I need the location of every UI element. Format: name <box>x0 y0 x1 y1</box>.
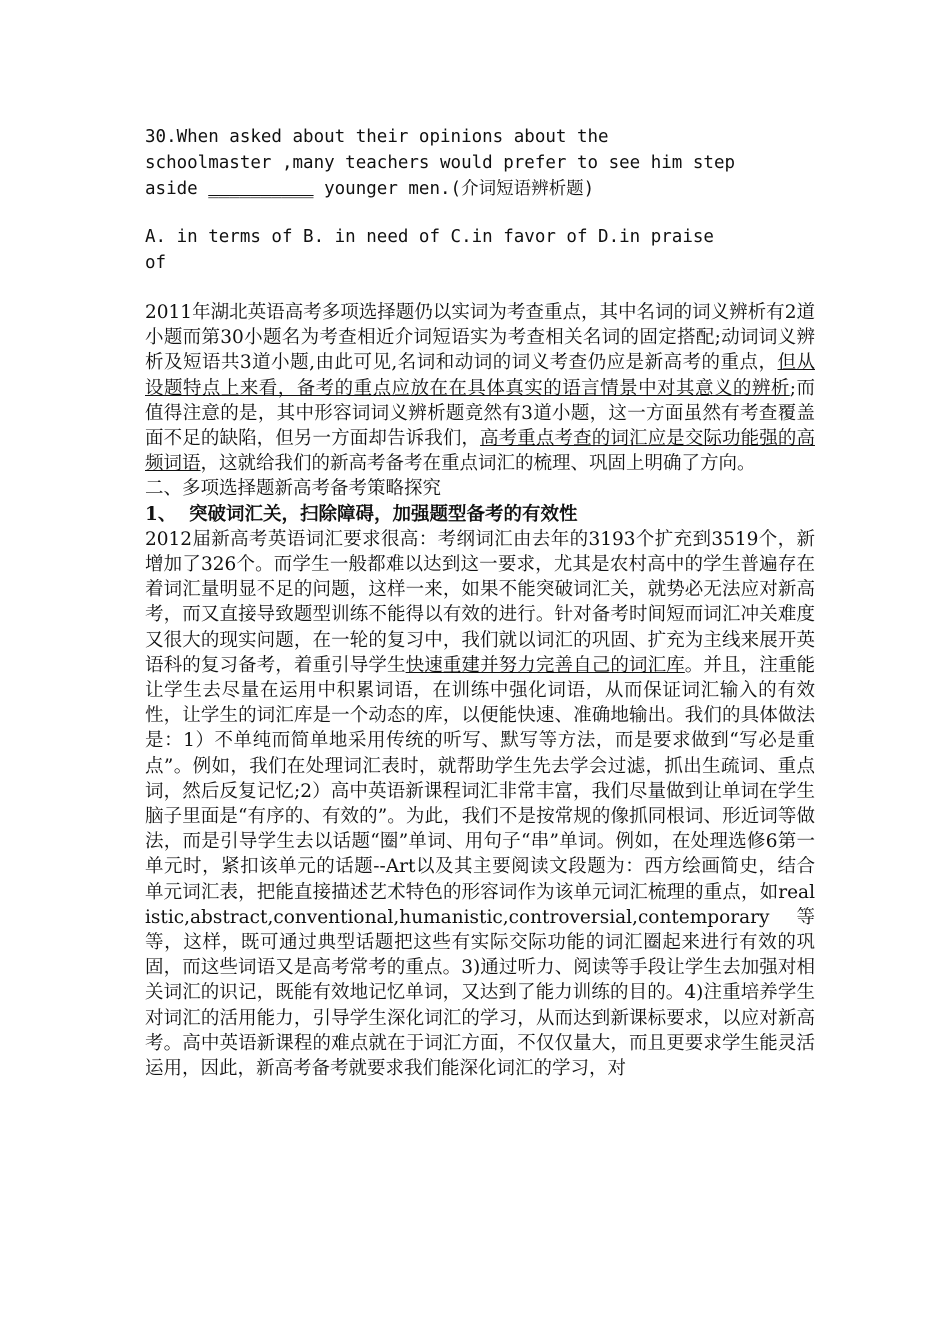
subsection-number: 1、 <box>145 503 177 525</box>
question-line <box>145 176 815 202</box>
subsection-heading <box>145 502 815 527</box>
underlined-text: 快速重建并努力完善自己的词汇库 <box>405 654 685 676</box>
question-text: younger men.(介词短语辨析题) <box>313 179 595 199</box>
question-block <box>145 124 815 276</box>
underlined-text: 但从设题特点上来看，备考的重点应放在在具体真实的语言情景中对其意义的辨析 <box>145 352 815 399</box>
paragraph-text: 。并且，注重能让学生去尽量在运用中积累词语，在训练中强化词语，从而保证词汇输入的有效性，让学生的词汇库是一个动态的库，以便能快速、准确地输出。我们的具体做法是：1）不单纯而简单地采用传统的听写、默写等方法，而是要求做到“写必是重点”。例如，我们在处理词汇表时，就帮助学生先去学会过滤，抓出生疏词、重点词，然后反复记忆;2）高中英语新课程词汇非常丰富，我们尽量做到让单词在学生脑子里面是“有序的、有效的”。为此，我们不是按常规的像抓同根词、形近词等做法，而是引导学生去以话题“圈”单词、用句子“串”单词。例如，在处理选修6第一单元时，紧扣该单元的话题--Art以及其主要阅读文段题为：西方绘画简史，结合单元词汇表，把能直接描述艺术特色的形容词作为该单元词汇梳理的重点，如realistic,abstract,conventional,humanistic,controversial,contemporary等等，这样，既可通过典型话题把这些有实际交际功能的词汇圈起来进行有效的巩固，而这些词语又是高考常考的重点。3)通过听力、阅读等手段让学生去加强对相关词汇的识记，既能有效地记忆单词，又达到了能力训练的目的。4)注重培养学生对词汇的活用能力，引导学生深化词汇的学习，从而达到新课标要求，以应对新高考。高中英语新课程的难点就在于词汇方面，不仅仅量大，而且更要求学生能灵活运用，因此，新高考备考就要求我们能深化词汇的学习，对 <box>145 654 815 1080</box>
paragraph-text: 2012届新高考英语词汇要求很高：考纲词汇由去年的3193个扩充到3519个，新增加了326个。而学生一般都难以达到这一要求，尤其是农村高中的学生普遍存在着词汇量明显不足的问题，这样一来，如果不能突破词汇关，就势必无法应对新高考，而又直接导致题型训练不能得以有效的进行。针对备考时间短而词汇冲关难度又很大的现实问题，在一轮的复习中，我们就以词汇的巩固、扩充为主线来展开英语科的复习备考，着重引导学生 <box>145 528 815 676</box>
analysis-paragraph <box>145 300 815 476</box>
paragraph-text: ;而值得注意的是，其中形容词词义辨析题竟然有3道小题，这一方面虽然有考查覆盖面不足的缺陷，但另一方面却告诉我们， <box>145 377 815 450</box>
paragraph-text: 2011年湖北英语高考多项选择题仍以实词为考查重点，其中名词的词义辨析有2道小题而第30小题名为考查相近介词短语实为考查相关名词的固定搭配;动词词义辨析及短语共3道小题,由此可见,名词和动词的词义考查仍应是新高考的重点， <box>145 302 815 374</box>
paragraph-text: ，这就给我们的新高考备考在重点词汇的梳理、巩固上明确了方向。 <box>200 453 756 475</box>
subsection-title: 突破词汇关，扫除障碍，加强题型备考的有效性 <box>189 503 578 525</box>
options-line: of <box>145 253 167 273</box>
section-heading: 二、多项选择题新高考备考策略探究 <box>145 478 442 500</box>
question-line: schoolmaster ,many teachers would prefer to see him step <box>145 153 736 173</box>
question-text: aside <box>145 179 209 199</box>
document-page <box>145 124 815 1081</box>
underlined-text: 高考重点考查的词汇应是交际功能强的高频词语 <box>145 428 815 475</box>
options-line: A. in terms of B. in need of C.in favor of D.in praise <box>145 227 714 247</box>
question-line: 30.When asked about their opinions about the <box>145 127 609 147</box>
answer-blank: __________ <box>208 179 314 199</box>
body-paragraph <box>145 527 815 1081</box>
